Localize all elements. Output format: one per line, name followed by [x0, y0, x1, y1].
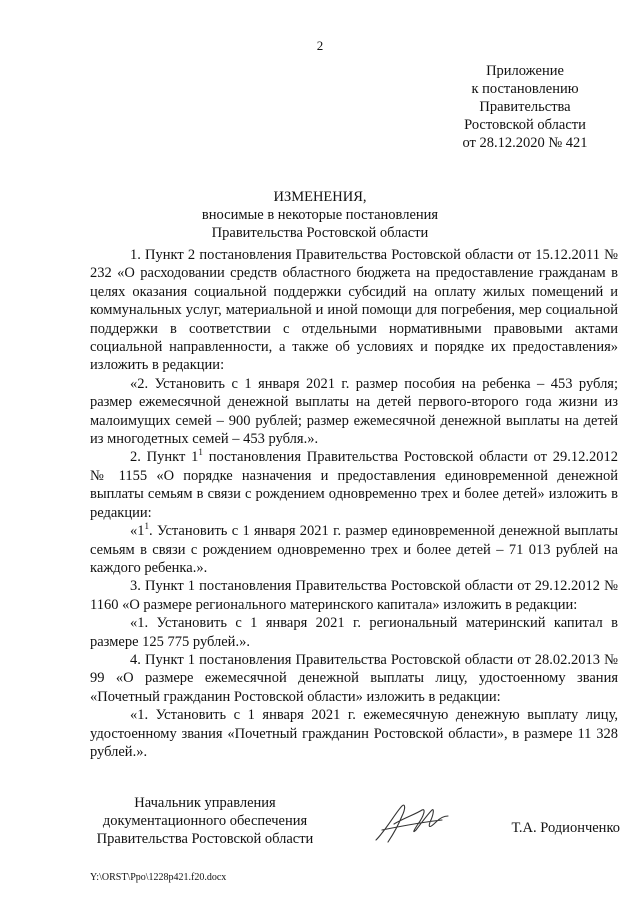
appendix-header: [430, 62, 620, 152]
paragraph-2-quote: [90, 522, 618, 577]
page-number: 2: [316, 38, 324, 53]
paragraph-2-start: 2. Пункт 1: [130, 449, 199, 466]
appendix-line: Ростовской области: [464, 117, 586, 133]
paragraph-4: 4. Пункт 1 постановления Правительства Ростовской области от 28.02.2013 № 99 «О размере ежемесячной денежной выплаты лицу, удостоенному звания «Почетный гражданин Ростовской области» изложить в редакции:: [90, 651, 618, 705]
document-body: [90, 246, 618, 761]
paragraph-1: 1. Пункт 2 постановления Правительства Ростовской области от 15.12.2011 № 232 «О расходовании средств областного бюджета на предоставление гражданам в целях оказания социальной поддержки субсидий на оплату жилых помещений и коммунальных услуг, материальной и иной помощи для погребения, мер социальной поддержки в соответствии с отдельными нормативными правовыми актами социальной направленности, а также об условиях и порядке их предоставления» изложить в редакции:: [90, 247, 618, 374]
superscript: 1: [144, 521, 149, 532]
file-path: Y:\ORST\Ppo\1228p421.f20.docx: [90, 872, 227, 883]
appendix-date: от 28.12.2020 № 421: [462, 135, 588, 151]
paragraph-2-rest: постановления Правительства Ростовской области от 29.12.2012 № 1155 «О порядке назначения и предоставления единовременной денежной выплаты семьям в связи с рождением одновременно трех и более детей» изложить в редакции:: [90, 449, 619, 521]
title-subtitle: вносимые в некоторые постановления: [201, 207, 439, 223]
paragraph-2-quote-rest: . Установить с 1 января 2021 г. размер единовременной денежной выплаты семьям в связи с рождением одновременно трех и более детей – 71 013 рублей на каждого ребенка.».: [90, 523, 618, 576]
superscript: 1: [198, 447, 203, 458]
paragraph-2-quote-start: «1: [130, 523, 145, 540]
appendix-line: Приложение: [486, 63, 564, 79]
paragraph-4-quote: «1. Установить с 1 января 2021 г. ежемесячную денежную выплату лицу, удостоенному звания «Почетный гражданин Ростовской области», в размере 11 328 рублей.».: [90, 707, 618, 760]
paragraph-3-quote: «1. Установить с 1 января 2021 г. региональный материнский капитал в размере 125 775 рублей.».: [90, 615, 618, 650]
signatory-line: Начальник управления: [134, 795, 276, 811]
signatory-position: [90, 794, 320, 848]
handwritten-signature: [372, 800, 452, 846]
signatory-line: документационного обеспечения: [102, 813, 308, 829]
document-title: [0, 188, 640, 242]
appendix-line: к постановлению: [471, 81, 579, 97]
appendix-line: Правительства: [479, 99, 571, 115]
title-subtitle: Правительства Ростовской области: [211, 225, 429, 241]
paragraph-1-quote: «2. Установить с 1 января 2021 г. размер пособия на ребенка – 453 рубля; размер ежемесячной денежной выплаты на детей первого-второго года жизни из малоимущих семей – 900 рублей; размер ежемесячной денежной выплаты на детей из многодетных семей – 453 рубля.».: [90, 375, 618, 448]
paragraph-2: [90, 448, 618, 522]
title-heading: ИЗМЕНЕНИЯ,: [273, 189, 367, 205]
paragraph-3: 3. Пункт 1 постановления Правительства Ростовской области от 29.12.2012 № 1160 «О размере регионального материнского капитала» изложить в редакции:: [90, 578, 618, 613]
signatory-name: Т.А. Родионченко: [511, 820, 620, 836]
signatory-line: Правительства Ростовской области: [96, 831, 314, 847]
